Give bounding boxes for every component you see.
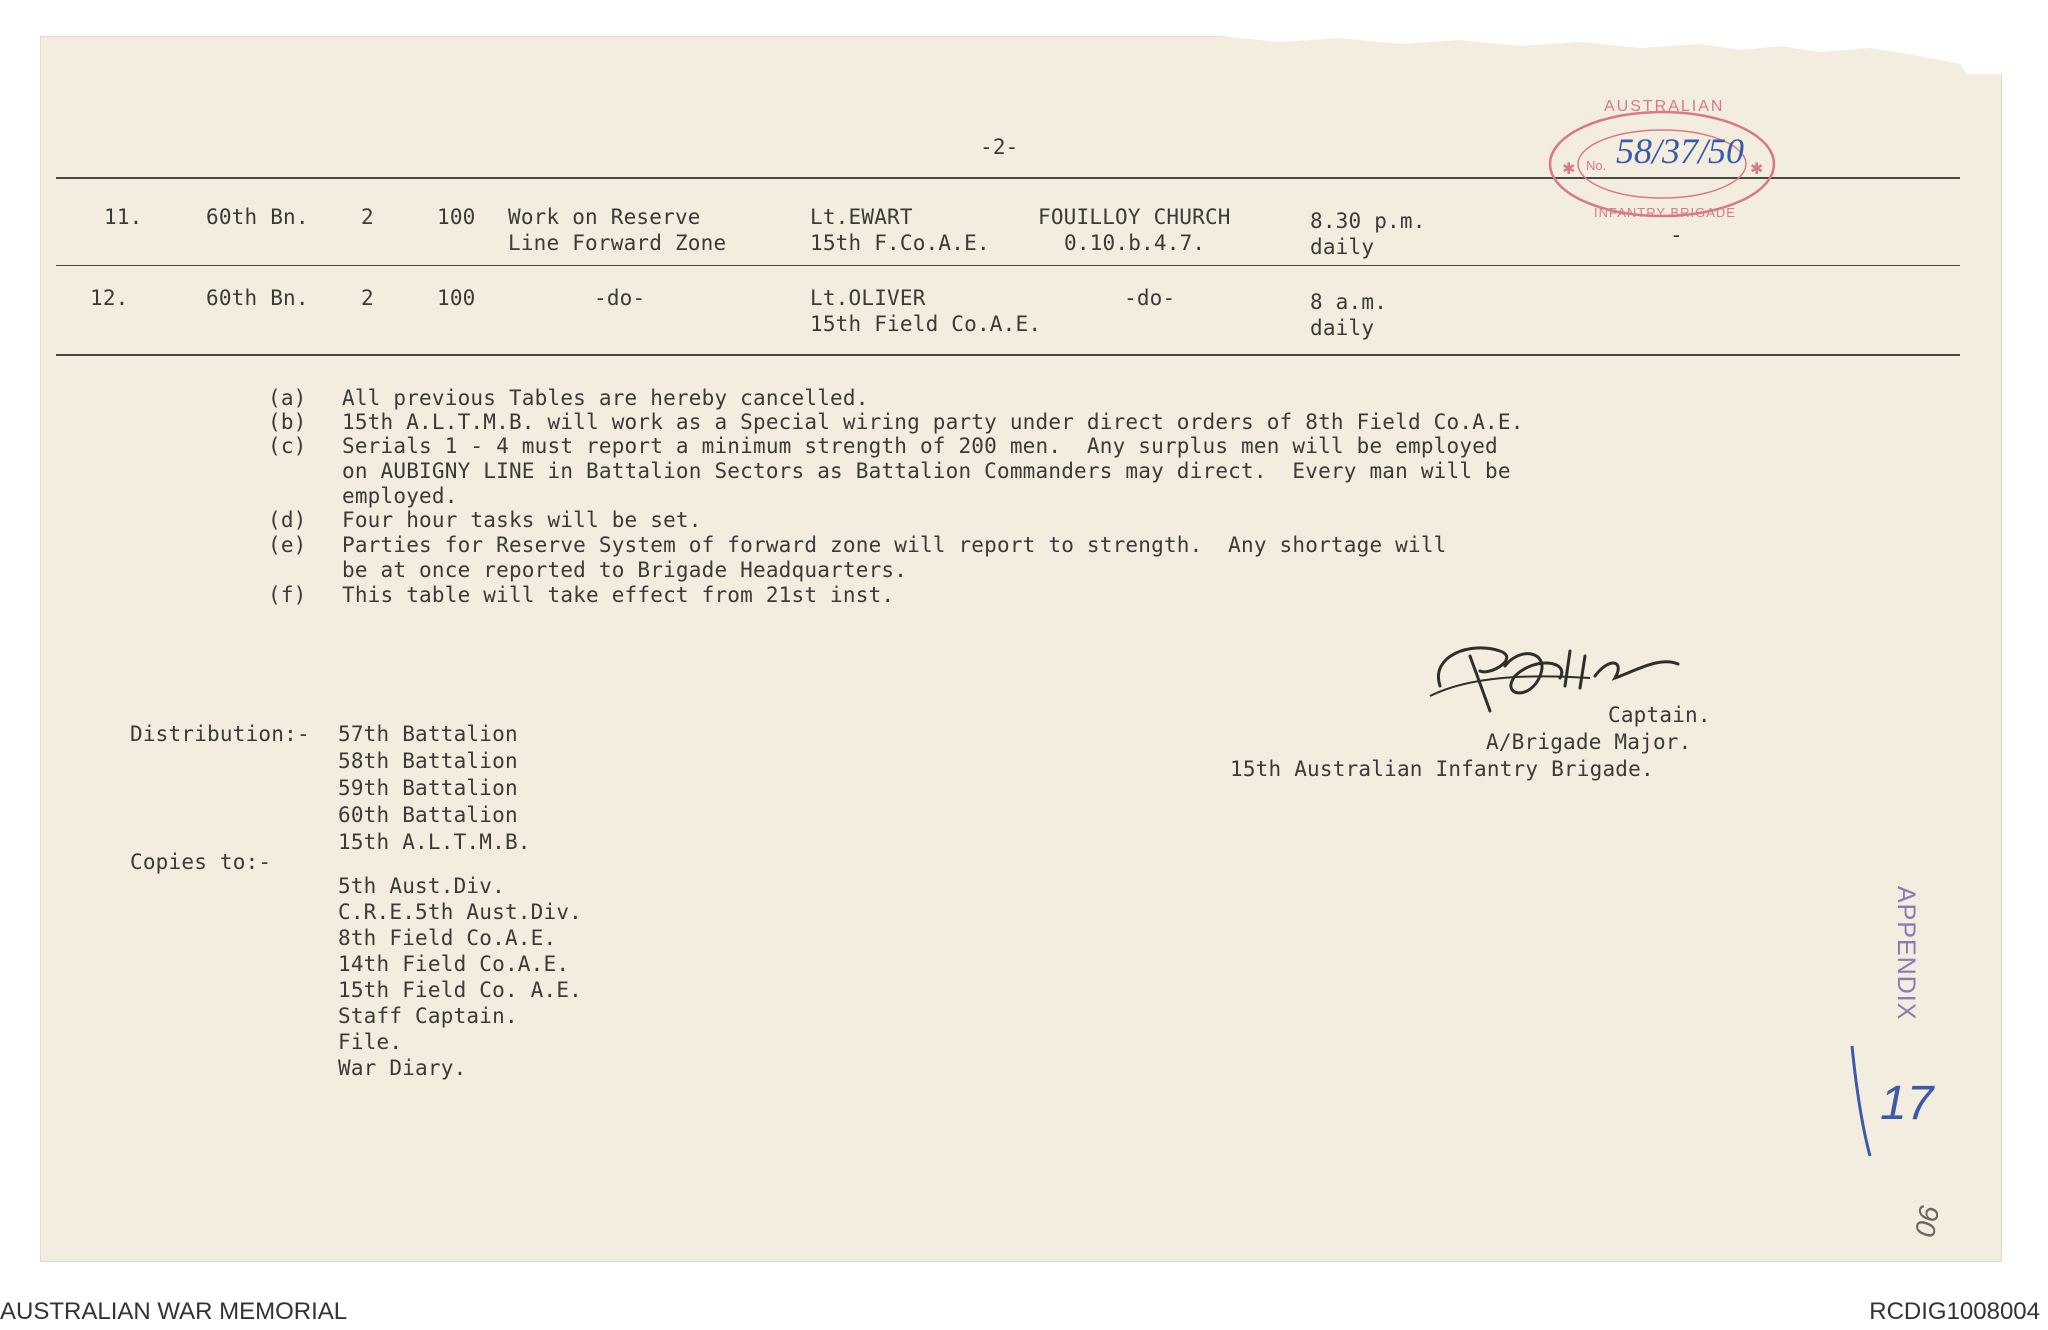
place-line2: 0.10.b.4.7. (1064, 231, 1206, 255)
page-number: -2- (980, 135, 1019, 159)
list-item: 15th Field Co. A.E. (338, 978, 583, 1002)
stamp-top-text: AUSTRALIAN (1604, 98, 1725, 115)
col3: 2 (361, 205, 374, 229)
copies-label: Copies to:- (130, 850, 272, 874)
note-key: (a) (268, 386, 307, 410)
place-line1: -do- (1124, 286, 1176, 310)
note-key: (b) (268, 410, 307, 434)
note-text: employed. (342, 484, 458, 508)
unit: 60th Bn. (206, 205, 309, 229)
svg-text:✱: ✱ (1750, 161, 1764, 178)
table-bottom-rule (56, 354, 1960, 356)
serial: 11. (104, 205, 143, 229)
sig-title: A/Brigade Major. (1486, 730, 1692, 754)
list-item: 58th Battalion (338, 749, 518, 773)
note-text: All previous Tables are hereby cancelled. (342, 386, 869, 410)
sig-rank: Captain. (1608, 703, 1711, 727)
stamp-number: 58/37/50 (1616, 131, 1745, 171)
brigade-stamp (1536, 98, 1788, 228)
appendix-stamp: APPENDIX (1892, 886, 1920, 1021)
svg-text:No.: No. (1586, 158, 1607, 173)
list-item: 8th Field Co.A.E. (338, 926, 557, 950)
distribution-label: Distribution:- (130, 722, 310, 746)
work-line1: -do- (594, 286, 646, 310)
work-line2: Line Forward Zone (508, 231, 727, 255)
serial: 12. (90, 286, 129, 310)
note-text: Four hour tasks will be set. (342, 508, 702, 532)
footer-right: RCDIG1008004 (1869, 1298, 2040, 1325)
time-line1: 8.30 p.m. (1310, 209, 1426, 233)
note-key: (d) (268, 508, 307, 532)
place-line1: FOUILLOY CHURCH (1038, 205, 1231, 229)
row-separator (56, 265, 1960, 266)
note-text: be at once reported to Brigade Headquarters. (342, 558, 908, 582)
col4: 100 (437, 286, 476, 310)
list-item: 57th Battalion (338, 722, 518, 746)
work-line1: Work on Reserve (508, 205, 701, 229)
time-line1: 8 a.m. (1310, 290, 1388, 314)
note-text: 15th A.L.T.M.B. will work as a Special wiring party under direct orders of 8th Field Co.A.E. (342, 410, 1524, 434)
note-key: (c) (268, 434, 307, 458)
list-item: 14th Field Co.A.E. (338, 952, 570, 976)
col3: 2 (361, 286, 374, 310)
unit: 60th Bn. (206, 286, 309, 310)
list-item: C.R.E.5th Aust.Div. (338, 900, 583, 924)
officer-line1: Lt.EWART (810, 205, 913, 229)
list-item: Staff Captain. (338, 1004, 518, 1028)
list-item: 5th Aust.Div. (338, 874, 505, 898)
col4: 100 (437, 205, 476, 229)
list-item: File. (338, 1030, 403, 1054)
note-text: This table will take effect from 21st inst. (342, 583, 895, 607)
stamp-bottom-text: INFANTRY BRIGADE (1594, 205, 1736, 220)
footer-left: AUSTRALIAN WAR MEMORIAL (0, 1298, 348, 1325)
officer-line1: Lt.OLIVER (810, 286, 926, 310)
handwritten-stroke (1840, 1036, 1880, 1166)
note-text: on AUBIGNY LINE in Battalion Sectors as Battalion Commanders may direct. Every man will be (342, 459, 1511, 483)
handwritten-number: 17 (1880, 1077, 1934, 1130)
officer-line2: 15th Field Co.A.E. (810, 312, 1042, 336)
note-text: Parties for Reserve System of forward zone will report to strength. Any shortage will (342, 533, 1447, 557)
time-line2: daily (1310, 316, 1375, 340)
note-key: (e) (268, 533, 307, 557)
corner-number: 90 (1909, 1202, 1945, 1239)
list-item: War Diary. (338, 1056, 467, 1080)
list-item: 59th Battalion (338, 776, 518, 800)
officer-line2: 15th F.Co.A.E. (810, 231, 990, 255)
list-item: 15th A.L.T.M.B. (338, 830, 531, 854)
remarks: - (1670, 223, 1683, 247)
document-page (40, 36, 2002, 1262)
svg-text:✱: ✱ (1562, 161, 1576, 178)
sig-unit: 15th Australian Infantry Brigade. (1230, 757, 1654, 781)
note-key: (f) (268, 583, 307, 607)
note-text: Serials 1 - 4 must report a minimum strength of 200 men. Any surplus men will be employed (342, 434, 1498, 458)
list-item: 60th Battalion (338, 803, 518, 827)
time-line2: daily (1310, 235, 1375, 259)
torn-edge (1220, 34, 2002, 74)
